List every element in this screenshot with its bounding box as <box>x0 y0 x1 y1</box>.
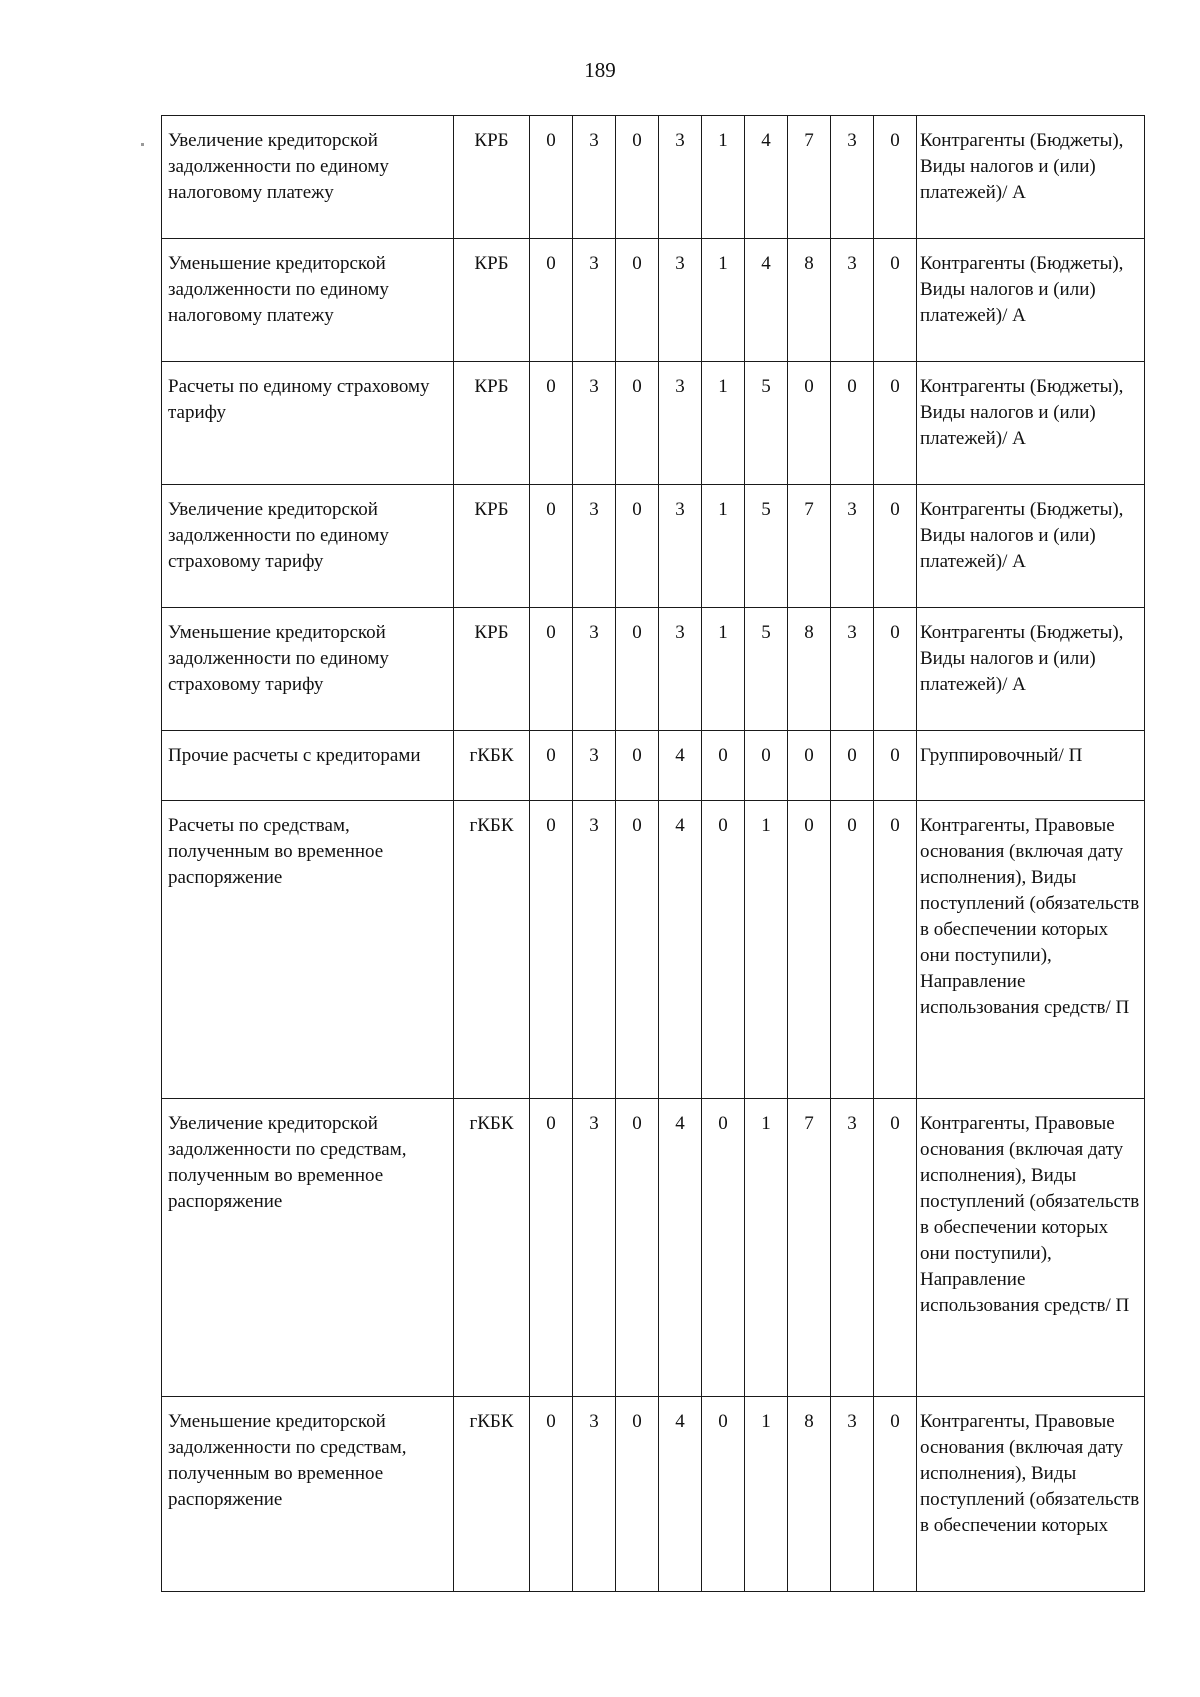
account-digit-cell: 3 <box>831 485 874 608</box>
account-digit-cell: 0 <box>874 485 917 608</box>
account-digit-cell: 0 <box>831 731 874 801</box>
account-digit-cell: 3 <box>659 116 702 239</box>
table-row <box>162 608 1145 731</box>
table-row <box>162 801 1145 1099</box>
account-type-cell: гКБК <box>454 731 530 801</box>
account-digit-cell: 0 <box>874 239 917 362</box>
account-digit-cell: 3 <box>573 239 616 362</box>
account-digit-cell: 3 <box>659 239 702 362</box>
analytics-cell: Контрагенты (Бюджеты), Виды налогов и (или) платежей)/ А <box>917 116 1145 239</box>
account-name-cell: Расчеты по средствам, полученным во временное распоряжение <box>162 801 454 1099</box>
account-digit-cell: 0 <box>530 801 573 1099</box>
account-digit-cell: 0 <box>616 1099 659 1397</box>
account-digit-cell: 0 <box>616 801 659 1099</box>
account-digit-cell: 8 <box>788 239 831 362</box>
account-digit-cell: 0 <box>788 801 831 1099</box>
account-digit-cell: 0 <box>530 1397 573 1592</box>
table-row <box>162 485 1145 608</box>
account-name-cell: Расчеты по единому страховому тарифу <box>162 362 454 485</box>
account-digit-cell: 0 <box>874 362 917 485</box>
account-digit-cell: 0 <box>530 239 573 362</box>
analytics-cell: Контрагенты (Бюджеты), Виды налогов и (или) платежей)/ А <box>917 239 1145 362</box>
account-digit-cell: 3 <box>659 485 702 608</box>
account-digit-cell: 0 <box>616 116 659 239</box>
account-digit-cell: 1 <box>745 1397 788 1592</box>
scan-speck <box>141 143 144 146</box>
account-digit-cell: 7 <box>788 116 831 239</box>
account-digit-cell: 0 <box>874 1397 917 1592</box>
account-digit-cell: 3 <box>573 485 616 608</box>
account-digit-cell: 1 <box>702 362 745 485</box>
account-digit-cell: 0 <box>530 1099 573 1397</box>
account-digit-cell: 7 <box>788 485 831 608</box>
account-digit-cell: 0 <box>874 608 917 731</box>
account-digit-cell: 0 <box>702 1397 745 1592</box>
account-digit-cell: 0 <box>874 801 917 1099</box>
account-digit-cell: 5 <box>745 608 788 731</box>
analytics-cell: Контрагенты, Правовые основания (включая дату исполнения), Виды поступлений (обязательств в обеспечении которых <box>917 1397 1145 1592</box>
account-digit-cell: 0 <box>788 731 831 801</box>
account-digit-cell: 0 <box>788 362 831 485</box>
account-digit-cell: 4 <box>745 116 788 239</box>
account-digit-cell: 0 <box>616 1397 659 1592</box>
account-digit-cell: 3 <box>573 608 616 731</box>
account-type-cell: гКБК <box>454 1397 530 1592</box>
table-row <box>162 116 1145 239</box>
account-digit-cell: 0 <box>530 362 573 485</box>
account-digit-cell: 0 <box>831 362 874 485</box>
account-digit-cell: 3 <box>831 1099 874 1397</box>
analytics-cell: Контрагенты, Правовые основания (включая дату исполнения), Виды поступлений (обязательств в обеспечении которых они поступили), Направление использования средств/ П <box>917 801 1145 1099</box>
account-digit-cell: 0 <box>616 485 659 608</box>
account-digit-cell: 0 <box>874 116 917 239</box>
account-digit-cell: 1 <box>702 116 745 239</box>
account-digit-cell: 3 <box>831 116 874 239</box>
account-digit-cell: 0 <box>874 1099 917 1397</box>
account-digit-cell: 0 <box>530 485 573 608</box>
account-digit-cell: 1 <box>702 485 745 608</box>
analytics-cell: Контрагенты, Правовые основания (включая дату исполнения), Виды поступлений (обязательств в обеспечении которых они поступили), Направление использования средств/ П <box>917 1099 1145 1397</box>
account-digit-cell: 1 <box>745 1099 788 1397</box>
analytics-cell: Контрагенты (Бюджеты), Виды налогов и (или) платежей)/ А <box>917 485 1145 608</box>
account-digit-cell: 0 <box>831 801 874 1099</box>
account-digit-cell: 3 <box>573 362 616 485</box>
account-digit-cell: 0 <box>702 1099 745 1397</box>
account-digit-cell: 3 <box>573 731 616 801</box>
account-name-cell: Уменьшение кредиторской задолженности по единому налоговому платежу <box>162 239 454 362</box>
account-digit-cell: 0 <box>702 801 745 1099</box>
table-row <box>162 239 1145 362</box>
account-type-cell: КРБ <box>454 116 530 239</box>
account-digit-cell: 0 <box>702 731 745 801</box>
analytics-cell: Группировочный/ П <box>917 731 1145 801</box>
account-digit-cell: 5 <box>745 485 788 608</box>
account-digit-cell: 4 <box>745 239 788 362</box>
account-digit-cell: 3 <box>831 1397 874 1592</box>
account-digit-cell: 5 <box>745 362 788 485</box>
table-row <box>162 362 1145 485</box>
account-digit-cell: 0 <box>745 731 788 801</box>
table-row <box>162 1397 1145 1592</box>
account-digit-cell: 4 <box>659 1099 702 1397</box>
account-digit-cell: 3 <box>659 608 702 731</box>
table-row <box>162 1099 1145 1397</box>
account-digit-cell: 4 <box>659 1397 702 1592</box>
account-digit-cell: 3 <box>573 1099 616 1397</box>
account-name-cell: Увеличение кредиторской задолженности по средствам, полученным во временное распоряжение <box>162 1099 454 1397</box>
account-name-cell: Прочие расчеты с кредиторами <box>162 731 454 801</box>
account-name-cell: Увеличение кредиторской задолженности по единому страховому тарифу <box>162 485 454 608</box>
account-name-cell: Уменьшение кредиторской задолженности по единому страховому тарифу <box>162 608 454 731</box>
account-digit-cell: 0 <box>616 731 659 801</box>
account-digit-cell: 0 <box>530 116 573 239</box>
account-digit-cell: 0 <box>616 608 659 731</box>
analytics-cell: Контрагенты (Бюджеты), Виды налогов и (или) платежей)/ А <box>917 608 1145 731</box>
account-type-cell: КРБ <box>454 239 530 362</box>
account-digit-cell: 0 <box>616 239 659 362</box>
account-digit-cell: 1 <box>702 239 745 362</box>
account-digit-cell: 3 <box>831 608 874 731</box>
account-digit-cell: 3 <box>831 239 874 362</box>
account-digit-cell: 1 <box>702 608 745 731</box>
page-number: 189 <box>584 58 616 82</box>
analytics-cell: Контрагенты (Бюджеты), Виды налогов и (или) платежей)/ А <box>917 362 1145 485</box>
account-digit-cell: 0 <box>616 362 659 485</box>
table-row <box>162 731 1145 801</box>
account-type-cell: гКБК <box>454 801 530 1099</box>
account-digit-cell: 8 <box>788 608 831 731</box>
account-name-cell: Увеличение кредиторской задолженности по единому налоговому платежу <box>162 116 454 239</box>
account-digit-cell: 3 <box>573 1397 616 1592</box>
account-type-cell: гКБК <box>454 1099 530 1397</box>
account-type-cell: КРБ <box>454 485 530 608</box>
account-digit-cell: 0 <box>530 731 573 801</box>
account-digit-cell: 7 <box>788 1099 831 1397</box>
account-digit-cell: 3 <box>659 362 702 485</box>
account-digit-cell: 3 <box>573 116 616 239</box>
account-digit-cell: 3 <box>573 801 616 1099</box>
account-digit-cell: 1 <box>745 801 788 1099</box>
accounts-table <box>161 115 1145 1592</box>
account-digit-cell: 0 <box>530 608 573 731</box>
account-digit-cell: 0 <box>874 731 917 801</box>
account-digit-cell: 4 <box>659 801 702 1099</box>
account-digit-cell: 8 <box>788 1397 831 1592</box>
account-name-cell: Уменьшение кредиторской задолженности по средствам, полученным во временное распоряжение <box>162 1397 454 1592</box>
account-type-cell: КРБ <box>454 608 530 731</box>
account-digit-cell: 4 <box>659 731 702 801</box>
account-type-cell: КРБ <box>454 362 530 485</box>
